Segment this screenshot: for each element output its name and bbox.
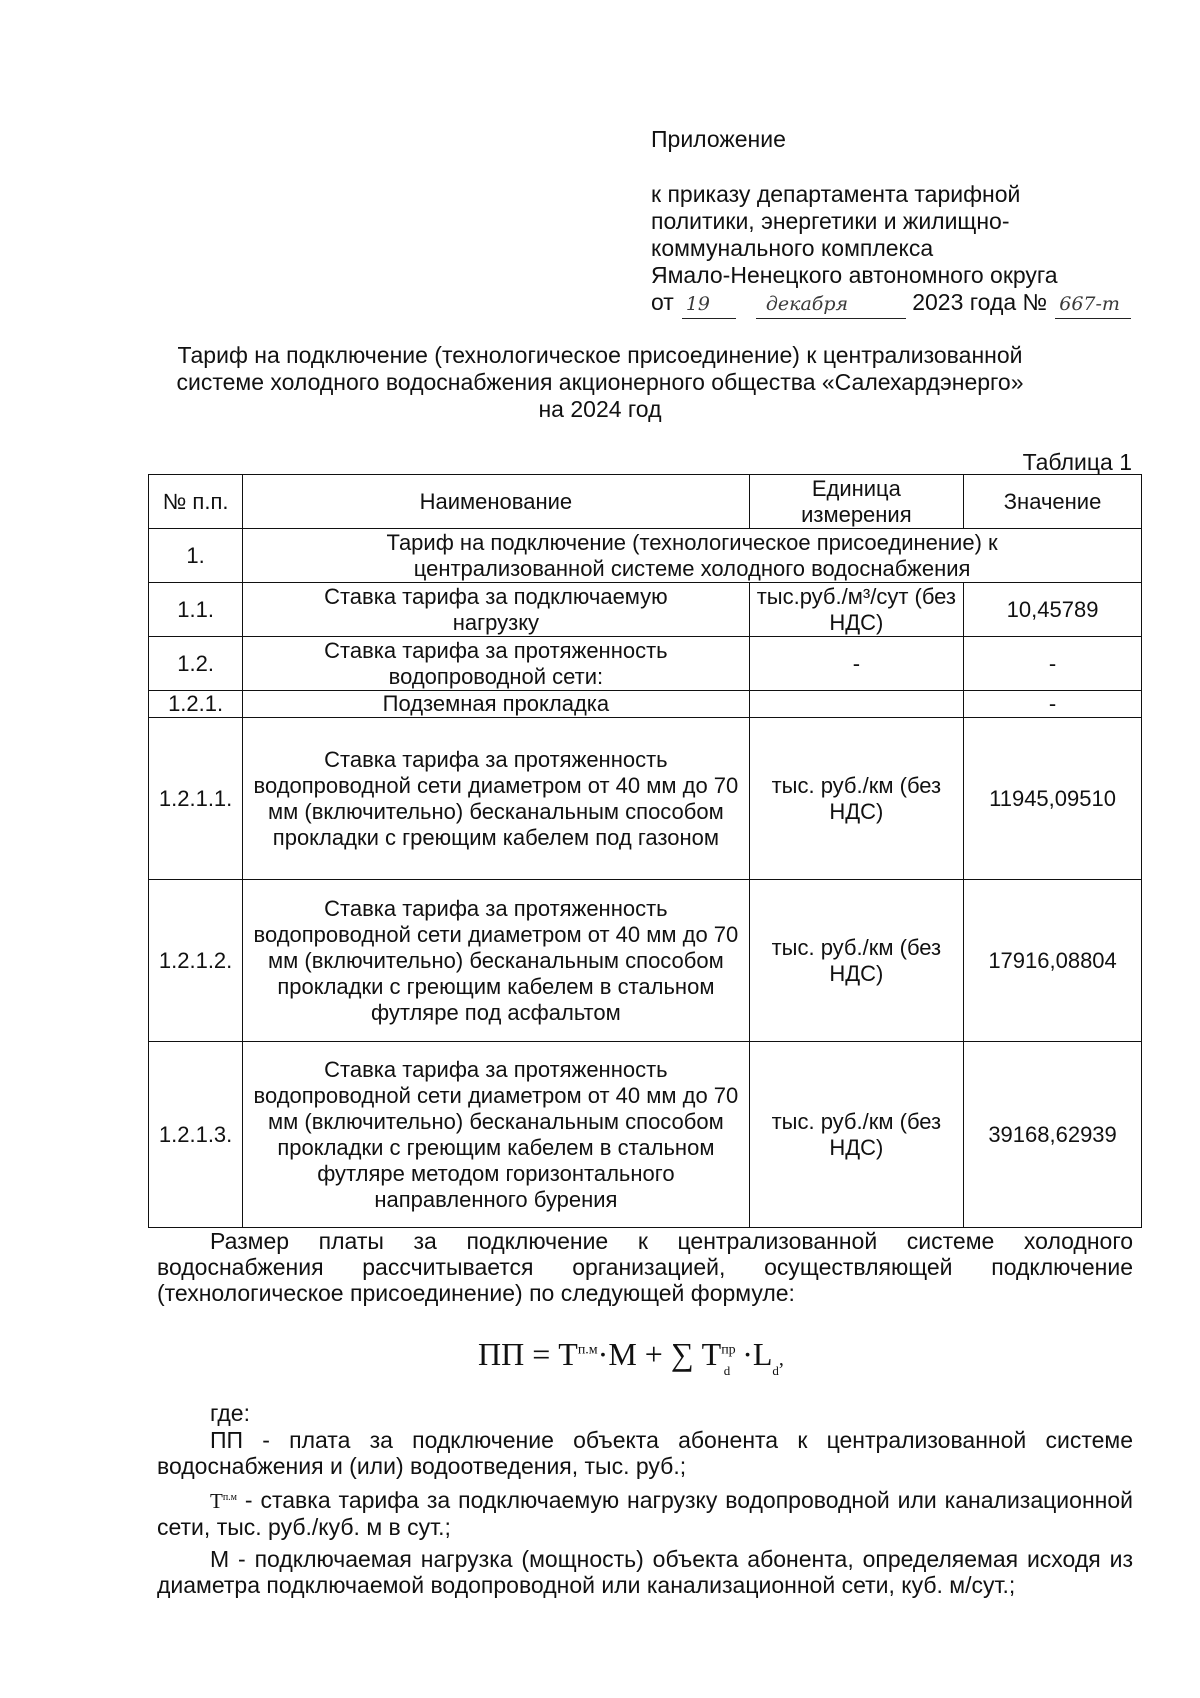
date-prefix: от [651,289,674,315]
handwritten-month [756,291,906,319]
row-unit: тыс. руб./км (без НДС) [749,1042,964,1228]
definition-item [157,1427,1133,1479]
row-value: 10,45789 [964,583,1142,637]
formula-tail: ·L [742,1336,773,1372]
row-name: Ставка тарифа за протяженность водопроводной сети диаметром от 40 мм до 70 мм (включительно) бесканальным способом прокладки с греющим кабелем в стальном футляре под асфальтом [243,880,749,1042]
row-num: 1.2.1. [149,691,243,718]
title-line-3: на 2024 год [538,396,662,422]
definition-text: - ставка тарифа за подключаемую нагрузку водопроводной или канализационной сети, тыс. руб./куб. м в сут.; [157,1487,1133,1540]
row-name: Ставка тарифа за протяженность водопроводной сети диаметром от 40 мм до 70 мм (включительно) бесканальным способом прокладки с греющим кабелем в стальном футляре методом горизонтального направленного бурения [243,1042,749,1228]
definition-text: - подключаемая нагрузка (мощность) объекта абонента, определяемая исходя из диаметра подключаемой водопроводной или канализационной сети, куб. м/сут.; [157,1546,1133,1598]
definition-symbol: ПП [210,1427,244,1453]
definition-symbol [210,1489,237,1513]
definition-symbol-letter: Т [210,1489,223,1513]
table-header-row [149,475,1142,529]
table-row [149,691,1142,718]
formula-t-d-sub: d [723,1363,731,1378]
handwritten-month-text: декабря [765,293,849,315]
order-line-3: коммунального комплекса [651,235,934,261]
definition-item [157,1546,1133,1598]
row-unit [749,691,964,718]
document-title [140,342,1060,423]
table-row [149,583,1142,637]
header-unit: Единица измерения [749,475,964,529]
row-name: Ставка тарифа за протяженность водопроводной сети: [243,637,749,691]
title-line-2: системе холодного водоснабжения акционерного общества «Салехардэнерго» [176,369,1024,395]
row-num: 1.2.1.2. [149,880,243,1042]
handwritten-order-number: 667-т [1055,291,1131,319]
formula-mid: ·М + ∑ Т [597,1336,722,1372]
definition-text: - плата за подключение объекта абонента к централизованной системе водоснабжения и (или) водоотведения, тыс. руб.; [157,1427,1133,1479]
table-row [149,1042,1142,1228]
formula-tail-sub: d [772,1363,779,1378]
formula-comma: , [778,1348,784,1370]
order-line-4: Ямало-Ненецкого автономного округа [651,262,1058,288]
row-name: Ставка тарифа за протяженность водопроводной сети диаметром от 40 мм до 70 мм (включительно) бесканальным способом прокладки с греющим кабелем под газоном [243,718,749,880]
table-row [149,880,1142,1042]
section-num: 1. [149,529,243,583]
handwritten-day: 19 [682,291,736,319]
row-value: - [964,637,1142,691]
definition-item [157,1485,1133,1540]
section-text: Тариф на подключение (технологическое присоединение) к централизованной системе холодного водоснабжения [243,529,1142,583]
definition-symbol: М [210,1546,230,1572]
row-unit: - [749,637,964,691]
formula-intro-text: Размер платы за подключение к централизованной системе холодного водоснабжения рассчитывается организацией, осуществляющей подключение (технологическое присоединение) по следующей формуле: [157,1228,1133,1306]
row-unit: тыс. руб./км (без НДС) [749,718,964,880]
row-value: 39168,62939 [964,1042,1142,1228]
header-name: Наименование [243,475,749,529]
order-line-2: политики, энергетики и жилищно- [651,208,1010,234]
payment-formula: ПП = $Т^{п.м}\cdot М$ + ∑ $Т^{пр}_d \cdot L_d$, [478,1336,784,1378]
formula-t-main-sup: п.м [577,1342,598,1358]
row-num: 1.2. [149,637,243,691]
where-label: где: [210,1400,250,1426]
row-num: 1.2.1.1. [149,718,243,880]
definition-symbol-sup: п.м [222,1492,238,1503]
table-row [149,637,1142,691]
table-section-row [149,529,1142,583]
tariff-table [148,474,1142,1228]
row-value: - [964,691,1142,718]
row-value: 17916,08804 [964,880,1142,1042]
header-value: Значение [964,475,1142,529]
appendix-header [651,126,1131,319]
row-unit: тыс.руб./м³/сут (без НДС) [749,583,964,637]
appendix-label: Приложение [651,126,786,152]
formula-t-d-sup: пр [721,1342,736,1358]
table-row [149,718,1142,880]
definitions [157,1427,1133,1604]
order-line-1: к приказу департамента тарифной [651,181,1021,207]
row-name: Подземная прокладка [243,691,749,718]
date-year-text: 2023 года № [912,289,1048,315]
row-unit: тыс. руб./км (без НДС) [749,880,964,1042]
row-value: 11945,09510 [964,718,1142,880]
table-caption: Таблица 1 [1022,449,1132,475]
row-num: 1.1. [149,583,243,637]
order-date-line [651,289,1131,319]
row-num: 1.2.1.3. [149,1042,243,1228]
formula-lhs: ПП [478,1336,525,1372]
title-line-1: Тариф на подключение (технологическое присоединение) к централизованной [177,342,1023,368]
formula-t-main: Т [558,1336,578,1372]
header-num: № п.п. [149,475,243,529]
formula-intro [157,1228,1133,1306]
row-name: Ставка тарифа за подключаемую нагрузку [243,583,749,637]
